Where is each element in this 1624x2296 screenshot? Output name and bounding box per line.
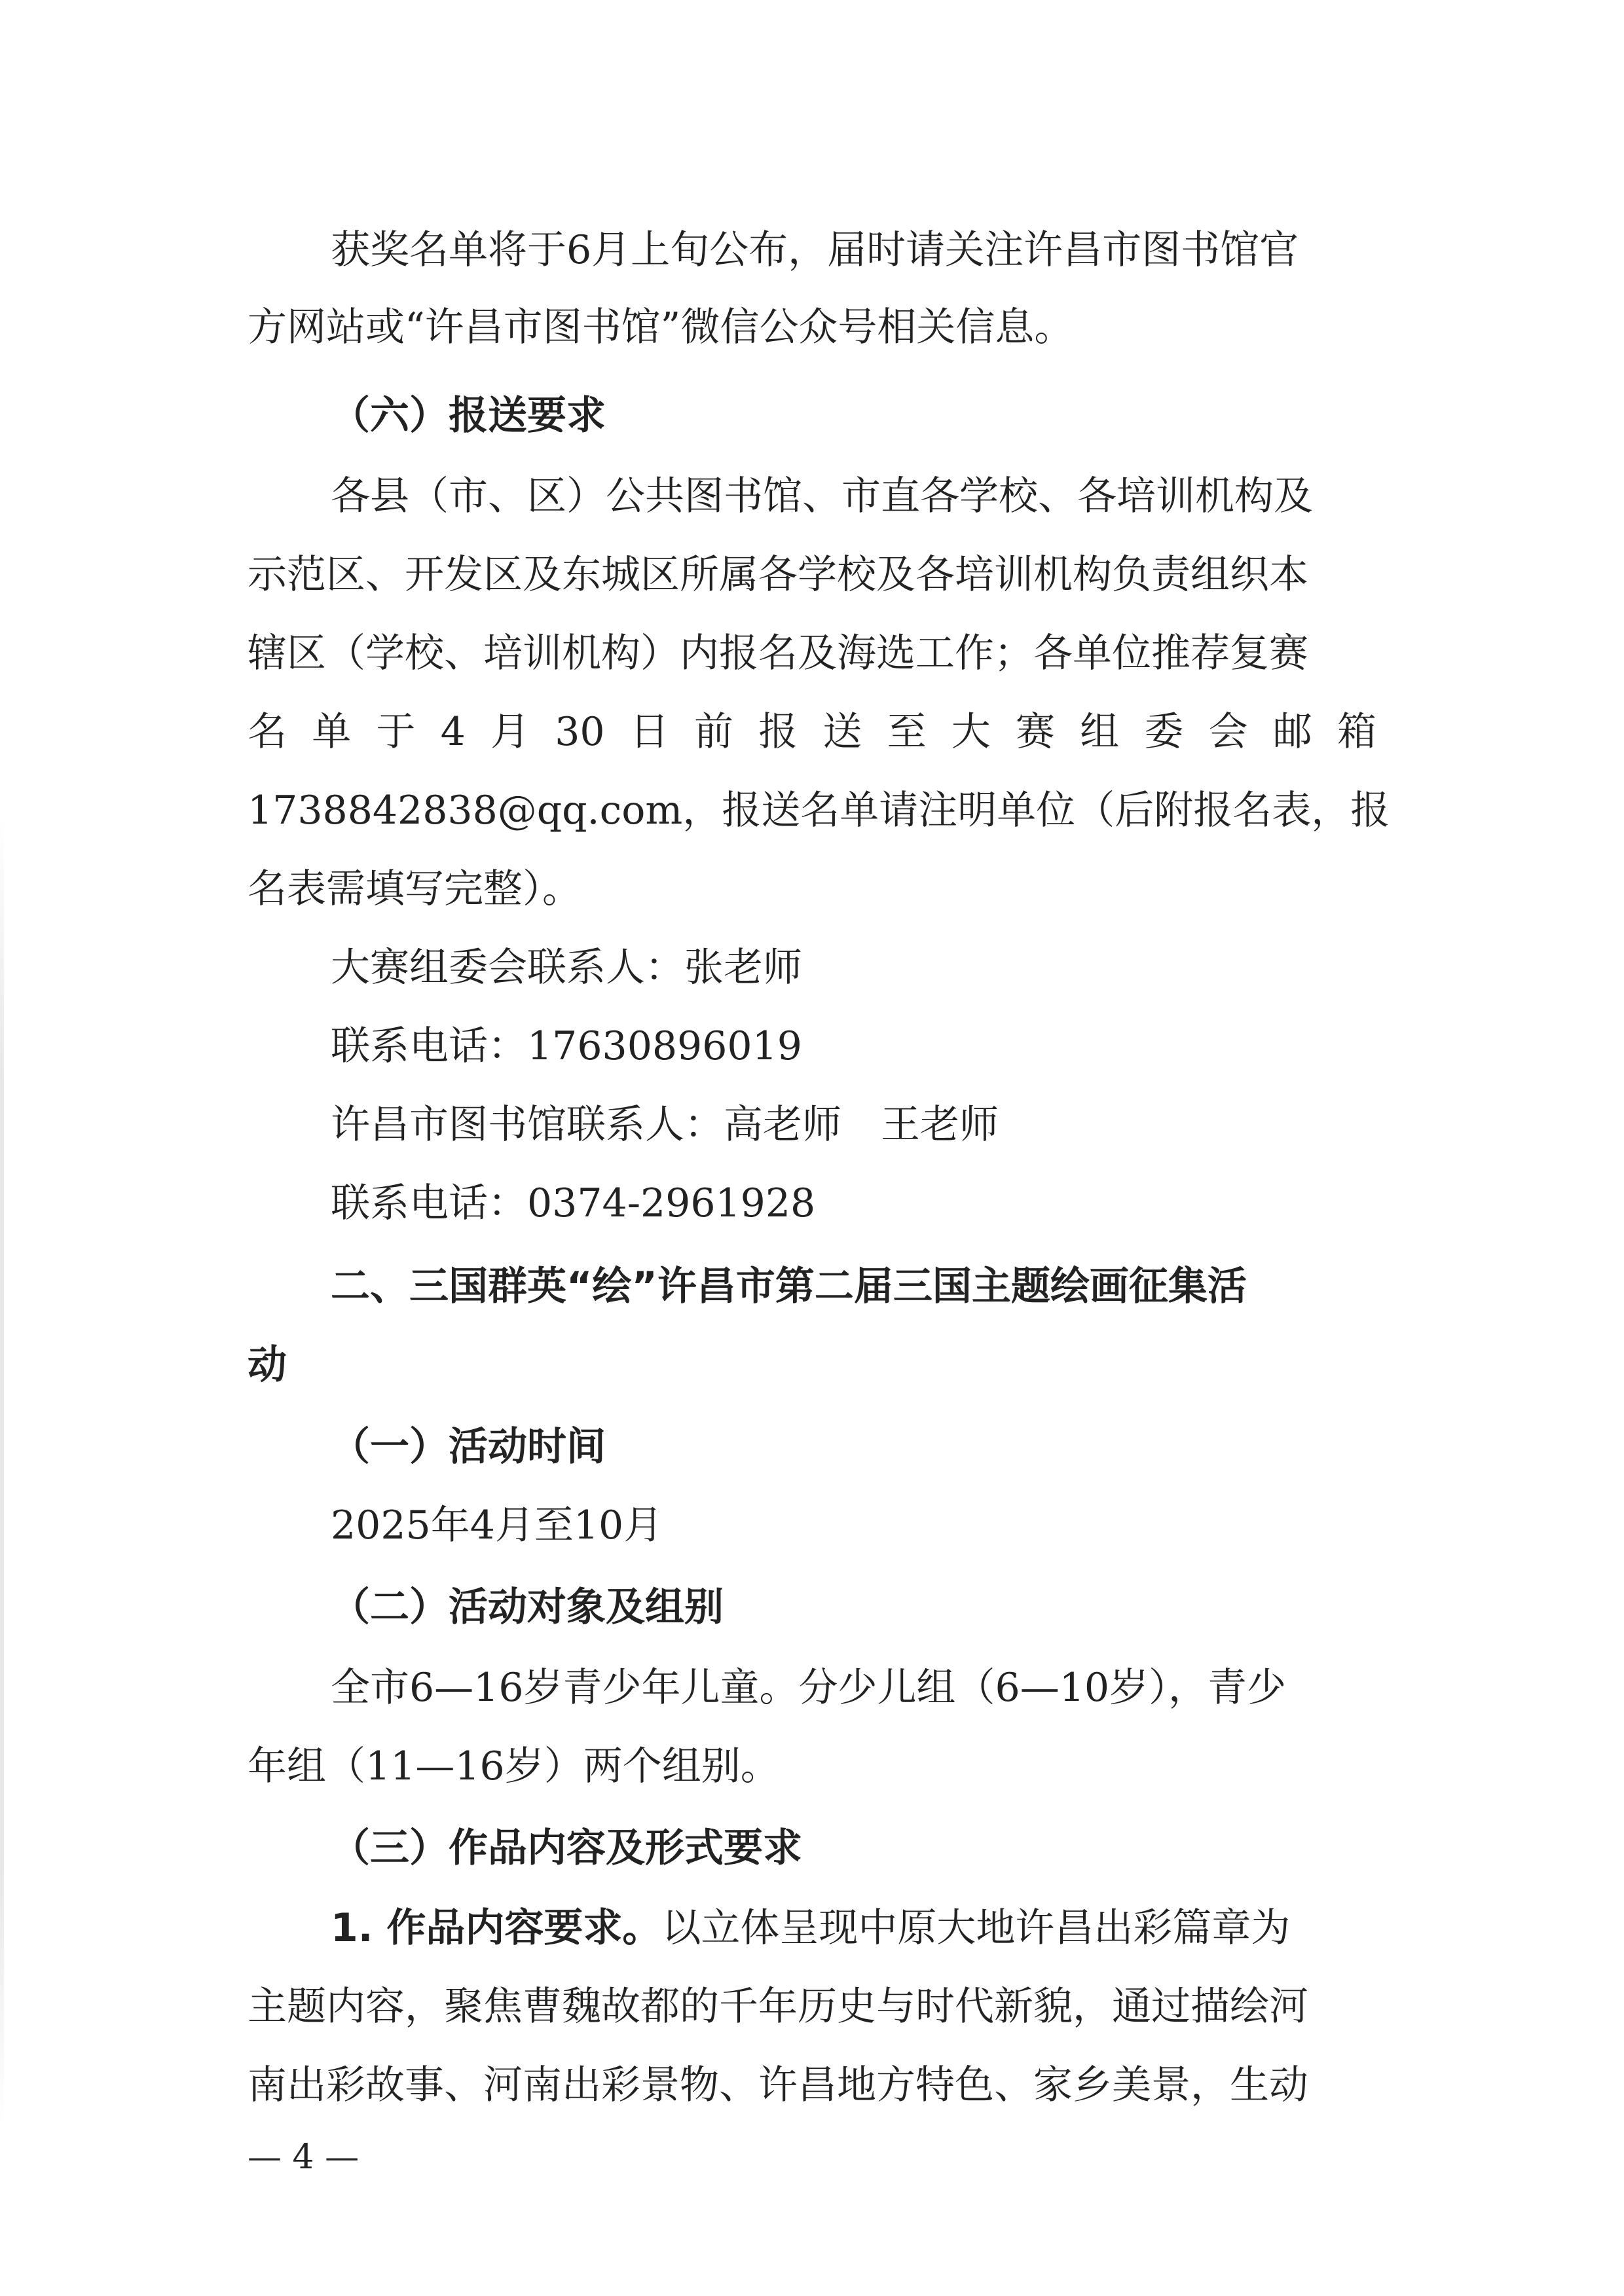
- paragraph-submission-line-6: 名表需填写完整）。: [248, 866, 581, 912]
- section-heading-painting-line-1: 二、三国群英“绘”许昌市第二届三国主题绘画征集活: [331, 1264, 1247, 1309]
- paragraph-submission-line-4: [248, 706, 1376, 758]
- requirements-line-3: 南出彩故事、河南出彩景物、许昌地方特色、家乡美景，生动: [248, 2062, 1308, 2108]
- contact-library-persons: 许昌市图书馆联系人：高老师 王老师: [331, 1102, 999, 1148]
- spread-token: 会: [1208, 709, 1248, 755]
- section-heading-submission: （六）报送要求: [331, 393, 606, 439]
- paragraph-submission-line-1: 各县（市、区）公共图书馆、市直各学校、各培训机构及: [331, 473, 1313, 519]
- spread-token: 赛: [1015, 709, 1055, 755]
- subheading-work-requirements: （三）作品内容及形式要求: [331, 1825, 802, 1871]
- spread-token: 组: [1080, 709, 1120, 755]
- spread-token: 单: [312, 709, 352, 755]
- paragraph-award-line-2: 方网站或“许昌市图书馆”微信公众号相关信息。: [248, 304, 1074, 350]
- item-1-text: 以立体呈现中原大地许昌出彩篇章为: [661, 1905, 1291, 1951]
- contact-committee-phone: 联系电话：17630896019: [331, 1023, 802, 1069]
- participants-line-1: 全市6—16岁青少年儿童。分少儿组（6—10岁），青少: [331, 1665, 1287, 1711]
- subheading-participants: （二）活动对象及组别: [331, 1584, 724, 1630]
- requirements-line-2: 主题内容，聚焦曹魏故都的千年历史与时代新貌，通过描绘河: [248, 1984, 1308, 2030]
- participants-line-2: 年组（11—16岁）两个组别。: [248, 1743, 780, 1789]
- contact-committee-person: 大赛组委会联系人：张老师: [331, 945, 802, 991]
- spread-token: 于: [376, 709, 416, 755]
- contact-library-phone: 联系电话：0374-2961928: [331, 1180, 816, 1226]
- spread-token: 名: [248, 709, 287, 755]
- page-number: — 4 —: [248, 2138, 360, 2177]
- scan-edge-shadow: [0, 818, 4, 2128]
- paragraph-submission-line-3: 辖区（学校、培训机构）内报名及海选工作；各单位推荐复赛: [248, 630, 1308, 676]
- spread-token: 大: [951, 709, 991, 755]
- paragraph-award-line-1: 获奖名单将于6月上旬公布，届时请关注许昌市图书馆官: [331, 227, 1299, 273]
- spread-token: 邮: [1272, 709, 1312, 755]
- item-1-label: 1. 作品内容要求。: [331, 1905, 662, 1951]
- paragraph-submission-line-5: 1738842838@qq.com，报送名单请注明单位（后附报名表，报: [248, 788, 1390, 833]
- paragraph-submission-line-2: 示范区、开发区及东城区所属各学校及各培训机构负责组织本: [248, 552, 1308, 598]
- spread-token: 30: [555, 709, 605, 755]
- spread-token: 前: [693, 709, 733, 755]
- spread-token: 报: [758, 709, 798, 755]
- spread-token: 4: [440, 709, 466, 755]
- spread-token: 箱: [1337, 709, 1376, 755]
- spread-token: 日: [629, 709, 669, 755]
- spread-token: 委: [1144, 709, 1184, 755]
- spread-token: 至: [887, 709, 927, 755]
- section-heading-painting-line-2: 动: [248, 1342, 287, 1388]
- subheading-activity-time: （一）活动时间: [331, 1424, 606, 1470]
- spread-token: 送: [822, 709, 862, 755]
- requirements-line-1: [331, 1902, 1290, 1954]
- spread-token: 月: [490, 709, 530, 755]
- activity-time-value: 2025年4月至10月: [331, 1503, 663, 1548]
